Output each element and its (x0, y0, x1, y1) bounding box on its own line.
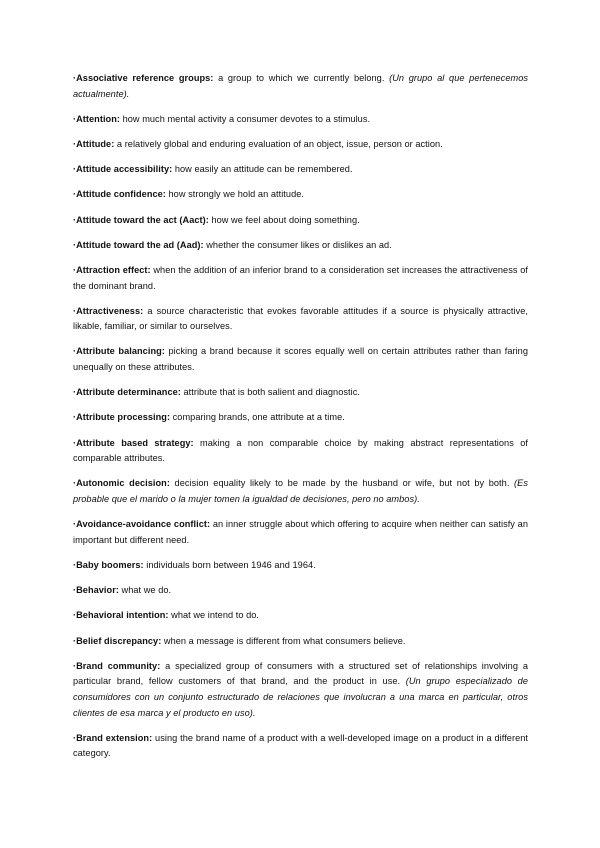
glossary-entry (73, 112, 528, 128)
glossary-entry (73, 634, 528, 650)
glossary-definition: attribute that is both salient and diagnostic. (180, 387, 360, 398)
glossary-definition: when a message is different from what consumers believe. (161, 635, 406, 646)
glossary-definition: decision equality likely to be made by the husband or wife, but not by both. (169, 478, 510, 489)
glossary-term: ·Attention: (73, 113, 120, 124)
glossary-definition: a specialized group of consumers with a structured set of relationships involving a particular brand, fellow customers of that brand, and the product in use. (73, 660, 528, 687)
glossary-entry (73, 659, 528, 721)
glossary-definition: what we do. (118, 585, 172, 596)
glossary-definition: how we feel about doing something. (208, 214, 360, 225)
spanish-translation: (Es probable que el marido o la mujer tomen la igualdad de decisiones, pero no ambos). (73, 478, 528, 504)
glossary-term: ·Attitude toward the ad (Aad): (73, 239, 204, 250)
glossary-entry (73, 187, 528, 203)
glossary-term: ·Attribute based strategy: (73, 437, 194, 448)
glossary-definition: making a non comparable choice by making abstract representations of comparable attributes. (73, 437, 528, 464)
glossary-definition: a group to which we currently belong. (213, 73, 385, 83)
glossary-term: ·Baby boomers: (73, 559, 144, 570)
glossary-term: ·Associative reference groups: (73, 73, 214, 83)
glossary-entry (73, 476, 528, 507)
glossary-entry (73, 213, 528, 229)
glossary-definition: using the brand name of a product with a well-developed image on a product in a different category. (73, 732, 528, 759)
glossary-entry (73, 385, 528, 401)
glossary-definition: when the addition of an inferior brand to a consideration set increases the attractiveness of the dominant brand. (73, 264, 528, 291)
glossary-term: ·Attitude: (73, 138, 115, 149)
glossary-term: ·Attractiveness: (73, 305, 144, 316)
glossary-term: ·Attitude toward the act (Aact): (73, 214, 209, 225)
glossary-entry (73, 436, 528, 467)
glossary-term: ·Brand community: (73, 660, 161, 671)
glossary-entry (73, 137, 528, 153)
glossary-entry (73, 344, 528, 375)
glossary-entry (73, 304, 528, 335)
glossary-entry (73, 517, 528, 548)
glossary-term: ·Behavior: (73, 585, 119, 596)
glossary-term: ·Autonomic decision: (73, 478, 170, 489)
glossary-term: ·Attraction effect: (73, 264, 151, 275)
glossary-term: ·Attitude accessibility: (73, 164, 173, 175)
glossary-entry (73, 162, 528, 178)
glossary-entry (73, 608, 528, 624)
glossary-term: ·Brand extension: (73, 732, 153, 743)
glossary-entry (73, 731, 528, 762)
glossary-definition: whether the consumer likes or dislikes an ad. (203, 239, 392, 250)
spanish-translation: (Un grupo especializado de consumidores con un conjunto estructurado de relaciones que involucran a una marca en particular, otros clientes de esa marca y el producto en uso). (73, 676, 528, 718)
glossary-entry (73, 71, 528, 102)
glossary-term: ·Attribute balancing: (73, 346, 165, 357)
glossary-entry (73, 583, 528, 599)
glossary-term: ·Attribute determinance: (73, 387, 181, 398)
glossary-term: ·Belief discrepancy: (73, 635, 162, 646)
glossary-entry (73, 238, 528, 254)
glossary-entry (73, 558, 528, 574)
glossary-entry (73, 410, 528, 426)
glossary-definition: individuals born between 1946 and 1964. (143, 559, 316, 570)
glossary-definition: comparing brands, one attribute at a time. (170, 412, 345, 423)
glossary-definition: picking a brand because it scores equally well on certain attributes rather than faring unequally on these attributes. (73, 346, 528, 373)
glossary-definition: how much mental activity a consumer devotes to a stimulus. (119, 113, 371, 124)
glossary-definition: what we intend to do. (168, 610, 260, 621)
glossary-term: ·Attribute processing: (73, 412, 171, 423)
glossary-term: ·Attitude confidence: (73, 189, 166, 200)
glossary-definition: an inner struggle about which offering to acquire when neither can satisfy an important but different need. (73, 519, 529, 545)
glossary-term: ·Behavioral intention: (73, 610, 169, 621)
glossary-definition: a source characteristic that evokes favorable attitudes if a source is physically attractive, likable, familiar, or similar to ourselves. (73, 305, 528, 332)
glossary-definition: how easily an attitude can be remembered. (172, 164, 353, 175)
glossary-definition: how strongly we hold an attitude. (165, 189, 304, 200)
glossary-entry (73, 263, 528, 294)
glossary-definition: a relatively global and enduring evaluation of an object, issue, person or action. (114, 138, 443, 149)
spanish-translation: (Un grupo al que pertenecemos actualmente). (73, 73, 528, 99)
glossary-term: ·Avoidance-avoidance conflict: (73, 519, 211, 530)
